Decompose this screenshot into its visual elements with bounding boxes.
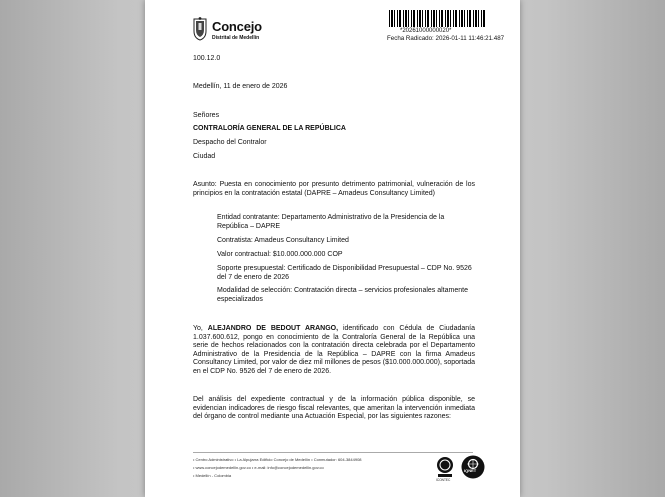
- para1-text: identificado con Cédula de Ciudadanía 1.037.600.612, pongo en conocimiento de la Contraloría General de la República una serie de hechos relacionados con la contratación directa celebrada por el Departamento Administrativo de la Presidencia de la República – DAPRE con la firma Amadeus Consultancy Limited, por valor de diez mil millones de pesos ($10.000.000.000), soportada en el CDP No. 9526 del 7 de enero de 2026.: [193, 325, 475, 375]
- medellin-crest-icon: [192, 17, 208, 41]
- detail-selection: Modalidad de selección: Contratación directa – servicios profesionales altamente especializados: [217, 287, 468, 303]
- barcode: [389, 10, 485, 27]
- logo-subtitle: Distrital de Medellín: [212, 35, 260, 41]
- footer-city: • Medellín - Colombia: [193, 473, 232, 478]
- para1-lead: Yo,: [193, 325, 203, 332]
- salutation: Señores: [193, 112, 220, 119]
- subject: Asunto: Puesta en conocimiento por presunto detrimento patrimonial, vulneración de los principios en la contratación estatal (DAPRE – Amadeus Consultancy Limited): [193, 181, 475, 197]
- detail-budget: Soporte presupuestal: Certificado de Disponibilidad Presupuestal – CDP No. 9526 del 7 de enero de 2026: [217, 265, 472, 281]
- body-paragraph-1: [193, 325, 475, 377]
- recipient-office: Despacho del Contralor: [193, 139, 267, 146]
- document-code: 100.12.0: [193, 55, 221, 62]
- footer-address: • Centro Administrativo • La Alpujarra Edificio Concejo de Medellín • Conmutador: 604-3844908: [193, 457, 362, 462]
- body-paragraph-2: Del análisis del expediente contractual y de la información pública disponible, se evidencian indicadores de riesgo fiscal relevantes, que ameritan la intervención inmediata del órgano de control mediante una Actuación Especial, por las siguientes razones:: [193, 396, 475, 421]
- recipient: CONTRALORÍA GENERAL DE LA REPÚBLICA: [193, 125, 346, 132]
- icontec-seal-icon: [435, 456, 455, 478]
- iqnet-label: IQNET: [464, 468, 477, 473]
- detail-value: Valor contractual: $10.000.000.000 COP: [217, 251, 343, 258]
- radicado-date: Fecha Radicado: 2026-01-11 11:46:21.487: [387, 35, 505, 42]
- footer-divider: [193, 452, 473, 453]
- iqnet-seal-icon: [461, 455, 485, 479]
- footer-web: • www.concejodemedellin.gov.co • e-mail: info@concejodemedellin.gov.co: [193, 465, 324, 470]
- detail-entity: Entidad contratante: Departamento Administrativo de la Presidencia de la República – DAPRE: [217, 214, 445, 230]
- detail-contractor: Contratista: Amadeus Consultancy Limited: [217, 237, 349, 244]
- document-page: [145, 0, 520, 497]
- author-name: ALEJANDRO DE BEDOUT ARANGO,: [207, 325, 339, 332]
- icontec-label: ICONTEC: [436, 478, 451, 482]
- recipient-city: Ciudad: [193, 153, 216, 160]
- radicado-number: *20261000000020*: [400, 28, 452, 34]
- letter-date: Medellín, 11 de enero de 2026: [193, 83, 288, 90]
- logo-name: Concejo: [212, 19, 262, 34]
